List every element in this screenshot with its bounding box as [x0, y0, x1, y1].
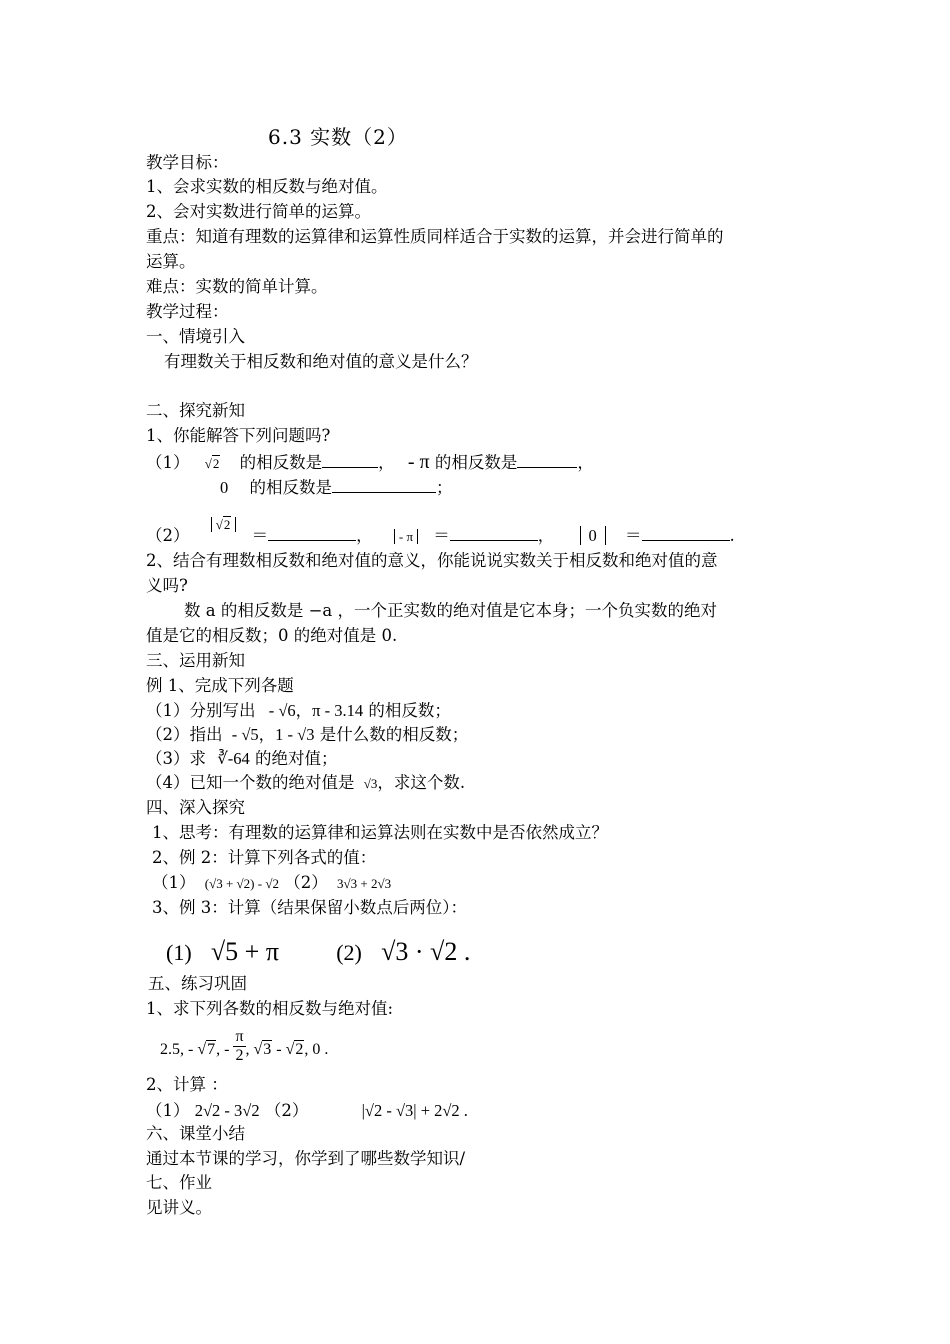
- section-2-question-2-line-1: 2、结合有理数相反数和绝对值的意义，你能说说实数关于相反数和绝对值的意: [146, 551, 718, 570]
- num-2-5-neg: 2.5, -: [160, 1041, 194, 1059]
- q1-2-label: （2）: [146, 526, 190, 545]
- section-6-text: 通过本节课的学习，你学到了哪些数学知识/: [146, 1149, 466, 1168]
- ex2-1-math: (√3 + √2) - √2: [204, 876, 279, 891]
- abs-zero: 0: [580, 526, 606, 545]
- ex2-2-label: （2）: [284, 873, 328, 892]
- example-1-item-1: [146, 700, 451, 722]
- question-1-1: [146, 451, 594, 475]
- practice-calc-line: [146, 1100, 468, 1122]
- section-1-question: 有理数关于相反数和绝对值的意义是什么？: [164, 352, 478, 371]
- example-1-item-3: [146, 748, 338, 770]
- q1-1-text-2: 的相反数是: [434, 453, 518, 472]
- comma: ，: [378, 453, 395, 472]
- ex3-1-math: √5 + π: [210, 937, 279, 966]
- section-7-text: 见讲义。: [146, 1198, 212, 1217]
- calc-2-label: （2）: [264, 1101, 309, 1120]
- period: .: [729, 526, 735, 545]
- comma: ，: [537, 526, 555, 545]
- key-point-line-1: 重点：知道有理数的运算律和运算性质同样适合于实数的运算，并会进行简单的: [146, 227, 724, 246]
- comma: ，: [577, 453, 594, 472]
- abs-minus-pi: - π: [394, 529, 418, 544]
- example-1-heading: 例 1、完成下列各题: [146, 676, 294, 695]
- pi-over-2-fraction: [233, 1028, 245, 1065]
- example-1-item-4: [146, 772, 465, 795]
- ex1-3-math: ∛-64: [217, 749, 250, 768]
- denominator: 2: [235, 1047, 244, 1064]
- calc-1-label: （1）: [146, 1101, 190, 1120]
- answer-blank[interactable]: [332, 476, 436, 493]
- q1-1-text-1: 的相反数是: [239, 453, 323, 472]
- answer-blank[interactable]: [450, 524, 538, 541]
- section-2-answer-line-1: 数 a 的相反数是 −a ，一个正实数的绝对值是它本身；一个负实数的绝对: [184, 601, 717, 620]
- radicand: 2: [223, 517, 231, 532]
- minus: -: [272, 1041, 282, 1059]
- difficulty: 难点：实数的简单计算。: [146, 277, 328, 296]
- answer-blank[interactable]: [268, 524, 356, 541]
- calc-2-math: |√2 - √3| + 2√2 .: [361, 1101, 468, 1120]
- section-2-question-2-line-2: 义吗?: [146, 576, 188, 595]
- separator: , -: [216, 1041, 230, 1059]
- section-2-question-1: 1、你能解答下列问题吗?: [146, 426, 331, 445]
- section-5-heading: 五、练习巩固: [148, 974, 247, 993]
- separator: ,: [245, 1041, 250, 1059]
- section-5-item-2: 2、计算 ：: [146, 1075, 228, 1094]
- ex1-2-text: （2）指出: [146, 725, 223, 744]
- ex1-1-math: - √6，π - 3.14: [268, 701, 364, 720]
- q1-1-zero-text: 的相反数是: [249, 478, 332, 497]
- ex1-2-tail: 是什么数的相反数；: [319, 725, 469, 744]
- q1-1-label: （1）: [146, 453, 190, 472]
- section-2-answer-line-2: 值是它的相反数；0 的绝对值是 0.: [146, 626, 398, 645]
- tail: , 0 .: [304, 1041, 329, 1059]
- ex1-1-tail: 的相反数；: [368, 701, 451, 720]
- practice-numbers: 2.5, - √7, - $\frac{\pi}{2}$ , √3 - √2, 0 .: [160, 1028, 329, 1064]
- answer-blank[interactable]: [322, 451, 378, 468]
- ex1-4-text: （4）已知一个数的绝对值是: [146, 773, 355, 792]
- ex1-1-text: （1）分别写出: [146, 701, 256, 720]
- goal-2: 2、会对实数进行简单的运算。: [146, 202, 371, 221]
- page-title: 6.3 实数（2）: [268, 125, 408, 149]
- example-3-expressions: [166, 936, 470, 971]
- section-7-heading: 七、作业: [146, 1173, 212, 1192]
- section-4-item-2: 2、例 2：计算下列各式的值：: [152, 848, 377, 867]
- numerator: π: [235, 1028, 244, 1045]
- question-1-2: [146, 517, 735, 548]
- ex2-1-label: （1）: [152, 873, 196, 892]
- answer-blank[interactable]: [517, 451, 577, 468]
- process-heading: 教学过程：: [146, 302, 229, 321]
- radicand-3: 3: [263, 1041, 272, 1059]
- radicand-7: 7: [207, 1041, 216, 1059]
- semicolon: ；: [436, 478, 453, 497]
- example-1-item-2: [146, 724, 468, 746]
- ex1-2-math: - √5，1 - √3: [231, 725, 315, 744]
- zero-value: 0: [220, 478, 229, 497]
- section-3-heading: 三、运用新知: [146, 651, 245, 670]
- section-1-heading: 一、情境引入: [146, 327, 245, 346]
- section-5-item-1: 1、求下列各数的相反数与绝对值:: [146, 999, 394, 1018]
- goal-1: 1、会求实数的相反数与绝对值。: [146, 177, 388, 196]
- equals-sign: ＝: [251, 526, 269, 545]
- calc-1-math: 2√2 - 3√2: [194, 1101, 260, 1120]
- example-2-expressions: [152, 872, 391, 895]
- answer-blank[interactable]: [642, 524, 730, 541]
- sqrt-2-expression: √2: [204, 456, 220, 471]
- section-4-item-3: 3、例 3：计算（结果保留小数点后两位）：: [152, 898, 467, 917]
- ex2-2-math: 3√3 + 2√3: [336, 876, 392, 891]
- section-6-heading: 六、课堂小结: [146, 1124, 245, 1143]
- key-point-line-2: 运算。: [146, 252, 196, 271]
- ex3-2-math: √3 · √2 .: [381, 937, 471, 966]
- ex1-3-text: （3）求: [146, 749, 206, 768]
- radicand: 2: [212, 456, 220, 471]
- question-1-1-zero: [220, 476, 453, 499]
- section-4-item-1: 1、思考：有理数的运算律和运算法则在实数中是否依然成立？: [152, 823, 608, 842]
- abs-sqrt-2: √2: [211, 517, 237, 532]
- ex1-4-tail: ，求这个数.: [377, 773, 466, 792]
- ex1-4-math: √3: [363, 776, 378, 791]
- ex3-2-label: (2): [336, 940, 362, 965]
- minus-pi-expression: - π: [407, 451, 430, 473]
- comma: ，: [356, 526, 373, 545]
- equals-sign: ＝: [625, 526, 642, 545]
- ex1-3-tail: 的绝对值；: [255, 749, 338, 768]
- section-4-heading: 四、深入探究: [146, 798, 245, 817]
- ex3-1-label: (1): [166, 940, 192, 965]
- equals-sign: ＝: [433, 526, 450, 545]
- radicand-2: 2: [295, 1041, 304, 1059]
- section-2-heading: 二、探究新知: [146, 401, 245, 420]
- goals-heading: 教学目标：: [146, 153, 229, 172]
